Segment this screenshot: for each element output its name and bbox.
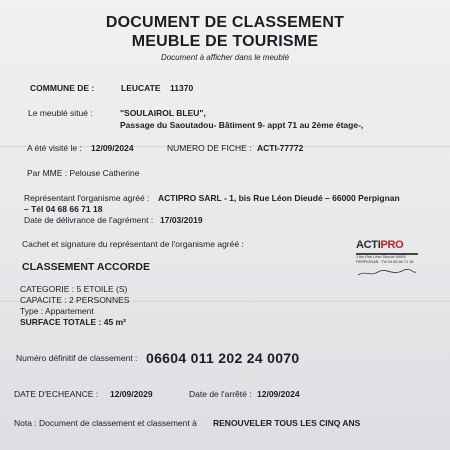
numero-label: Numéro définitif de classement : bbox=[16, 353, 138, 363]
capacite: CAPACITE : 2 PERSONNES bbox=[20, 295, 130, 305]
delivrance-label: Date de délivrance de l'agrément : bbox=[24, 215, 154, 225]
inspector-name: Par MME : Pelouse Catherine bbox=[27, 168, 140, 178]
arrete-date: 12/09/2024 bbox=[257, 389, 300, 399]
fiche-label: NUMERO DE FICHE : bbox=[167, 143, 252, 153]
organisme-phone: – Tél 04 68 66 71 18 bbox=[24, 204, 103, 214]
document-subtitle: Document à afficher dans le meublé bbox=[160, 53, 290, 62]
actipro-logo: ACTIPRO bbox=[356, 239, 404, 251]
visite-date: 12/09/2024 bbox=[91, 143, 134, 153]
meuble-label: Le meublé situé : bbox=[28, 108, 93, 118]
actipro-stamp bbox=[356, 239, 424, 285]
visite-label: A été visité le : bbox=[27, 143, 82, 153]
arrete-label: Date de l'arrêté : bbox=[189, 389, 252, 399]
delivrance-date: 17/03/2019 bbox=[160, 215, 203, 225]
commune-label: COMMUNE DE : bbox=[30, 83, 95, 93]
commune-code: 11370 bbox=[170, 83, 194, 93]
type: Type : Appartement bbox=[20, 306, 94, 316]
nota-value: RENOUVELER TOUS LES CINQ ANS bbox=[213, 418, 361, 428]
meuble-name: "SOULAIROL BLEU", bbox=[120, 108, 206, 118]
categorie: CATEGORIE : 5 ETOILE (S) bbox=[20, 284, 128, 294]
nota-label: Nota : Document de classement et classement à bbox=[14, 418, 197, 428]
classement-heading: CLASSEMENT ACCORDE bbox=[22, 261, 150, 273]
commune-value: LEUCATE bbox=[121, 83, 161, 93]
stamp-text: 1 bis Rue Léon Dieudé 66000 PERPIGNAN · Tél 04 68 66 71 18 bbox=[356, 255, 414, 264]
numero-value: 06604 011 202 24 0070 bbox=[146, 350, 300, 366]
organisme-value: ACTIPRO SARL - 1, bis Rue Léon Dieudé – 66000 Perpignan bbox=[158, 193, 400, 203]
echeance-label: DATE D'ECHEANCE : bbox=[14, 389, 99, 399]
echeance-date: 12/09/2029 bbox=[110, 389, 153, 399]
cachet-label: Cachet et signature du représentant de l'organisme agréé : bbox=[22, 239, 244, 249]
organisme-label: Représentant l'organisme agréé : bbox=[24, 193, 150, 203]
document-title: DOCUMENT DE CLASSEMENT bbox=[105, 14, 345, 31]
surface: SURFACE TOTALE : 45 m² bbox=[20, 317, 126, 327]
document-title-line2: MEUBLE DE TOURISME bbox=[131, 33, 319, 50]
signature-scribble bbox=[356, 268, 418, 278]
fiche-number: ACTI-77772 bbox=[257, 143, 304, 153]
meuble-address: Passage du Saoutadou- Bâtiment 9- appt 71 au 2ème étage-, bbox=[120, 120, 364, 130]
